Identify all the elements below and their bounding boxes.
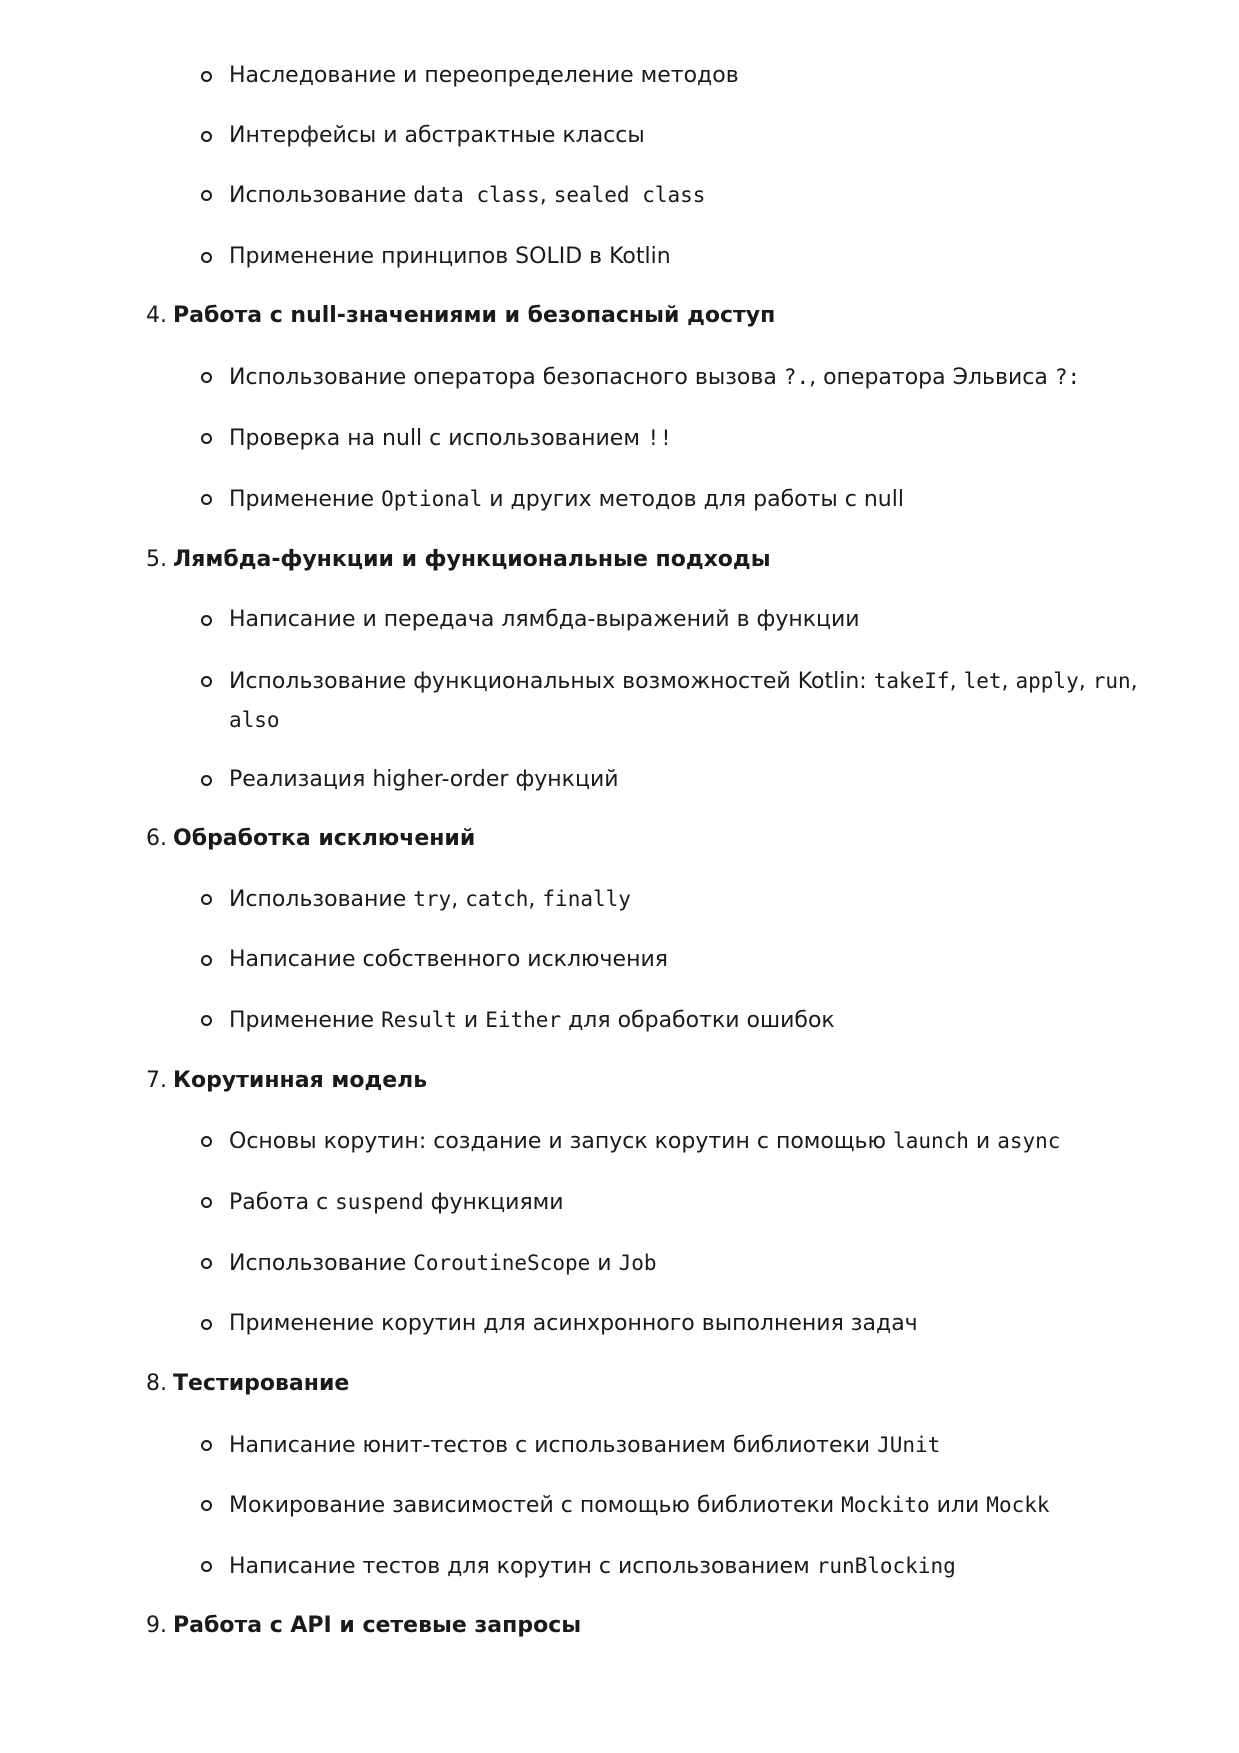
inline-code: runBlocking (816, 1554, 956, 1578)
text-run: функциями (423, 1190, 564, 1215)
list-item (229, 423, 672, 454)
section-heading (146, 301, 775, 331)
text-run: Написание юнит-тестов с использованием библиотеки (229, 1433, 878, 1458)
inline-code: !! (646, 426, 673, 450)
inline-code: takeIf (873, 669, 950, 693)
list-item (229, 362, 1080, 393)
text-run: Использование оператора безопасного вызова (229, 365, 784, 390)
inline-code: Result (381, 1008, 457, 1032)
text-run: Работа с (229, 1190, 336, 1215)
list-item (229, 1248, 657, 1279)
list-item (229, 180, 705, 211)
inline-code: Either (485, 1008, 562, 1032)
bullet-circle-icon (201, 372, 212, 383)
inline-code: async (997, 1129, 1061, 1153)
bullet-circle-icon (201, 676, 212, 687)
inline-code: Mockk (986, 1493, 1050, 1517)
section-title: Тестирование (173, 1371, 350, 1396)
bullet-circle-icon (201, 1319, 212, 1330)
text-run: , (949, 669, 964, 694)
text-run: Написание собственного исключения (229, 947, 668, 972)
section-heading (146, 1611, 581, 1641)
list-item (229, 1309, 918, 1339)
text-run: Проверка на null с использованием (229, 426, 647, 451)
section-title: Корутинная модель (173, 1068, 428, 1093)
inline-code: Mockito (841, 1493, 930, 1517)
bullet-circle-icon (201, 190, 212, 201)
text-run: Использование функциональных возможностей Kotlin: (229, 669, 874, 694)
bullet-circle-icon (201, 1440, 212, 1451)
bullet-circle-icon (201, 1197, 212, 1208)
text-run: Применение корутин для асинхронного выполнения задач (229, 1311, 918, 1336)
list-item (229, 1490, 1050, 1521)
list-item (229, 61, 739, 91)
text-run: Применение (229, 1008, 382, 1033)
list-item (229, 1126, 1060, 1157)
inline-code: try (413, 887, 452, 911)
section-number: 4. (146, 303, 167, 328)
bullet-circle-icon (201, 1015, 212, 1026)
inline-code: apply (1015, 669, 1079, 693)
section-heading (146, 824, 475, 854)
list-item (229, 484, 904, 515)
inline-code: launch (893, 1129, 969, 1153)
list-item (229, 242, 671, 272)
bullet-circle-icon (201, 955, 212, 966)
inline-code: also (229, 708, 280, 732)
text-run: Использование (229, 1251, 414, 1276)
text-run: Использование (229, 183, 414, 208)
list-item (229, 765, 619, 795)
inline-code: catch (465, 887, 529, 911)
text-run: , (539, 183, 554, 208)
section-title: Обработка исключений (173, 826, 476, 851)
section-title: Работа с API и сетевые запросы (173, 1613, 582, 1638)
section-title: Работа с null-значениями и безопасный доступ (173, 303, 776, 328)
list-item (229, 121, 645, 151)
section-number: 9. (146, 1613, 167, 1638)
inline-code: JUnit (877, 1433, 941, 1457)
section-number: 7. (146, 1068, 167, 1093)
text-run: и (590, 1251, 619, 1276)
inline-code: run (1092, 669, 1131, 693)
list-item (229, 1005, 835, 1036)
bullet-circle-icon (201, 71, 212, 82)
bullet-circle-icon (201, 131, 212, 142)
text-run: Основы корутин: создание и запуск корутин с помощью (229, 1129, 894, 1154)
text-run: Использование (229, 887, 414, 912)
list-item (229, 1551, 956, 1582)
text-run: , (1078, 669, 1093, 694)
inline-code: ?. (783, 365, 810, 389)
list-item-continuation (229, 705, 280, 735)
text-run: Мокирование зависимостей с помощью библиотеки (229, 1493, 842, 1518)
text-run: Реализация higher-order функций (229, 767, 619, 792)
text-run: Наследование и переопределение методов (229, 63, 739, 88)
section-title: Лямбда-функции и функциональные подходы (173, 547, 771, 572)
inline-code: Optional (381, 487, 483, 511)
text-run: для обработки ошибок (561, 1008, 835, 1033)
bullet-circle-icon (201, 615, 212, 626)
bullet-circle-icon (201, 433, 212, 444)
section-heading (146, 545, 771, 575)
inline-code: suspend (335, 1190, 424, 1214)
inline-code: finally (542, 887, 631, 911)
inline-code: Job (618, 1251, 657, 1275)
bullet-circle-icon (201, 1258, 212, 1269)
inline-code: data class (413, 183, 540, 207)
text-run: , оператора Эльвиса (809, 365, 1055, 390)
text-run: Применение (229, 487, 382, 512)
list-item (229, 1187, 564, 1218)
bullet-circle-icon (201, 1500, 212, 1511)
bullet-circle-icon (201, 894, 212, 905)
text-run: Применение принципов SOLID в Kotlin (229, 244, 671, 269)
section-number: 6. (146, 826, 167, 851)
bullet-circle-icon (201, 1561, 212, 1572)
bullet-circle-icon (201, 252, 212, 263)
text-run: , (1001, 669, 1016, 694)
section-number: 8. (146, 1371, 167, 1396)
list-item (229, 605, 860, 635)
text-run: , (451, 887, 466, 912)
section-heading (146, 1066, 427, 1096)
inline-code: ?: (1054, 365, 1081, 389)
bullet-circle-icon (201, 494, 212, 505)
text-run: Написание тестов для корутин с использованием (229, 1554, 817, 1579)
text-run: или (929, 1493, 987, 1518)
text-run: и (968, 1129, 998, 1154)
inline-code: sealed class (553, 183, 706, 207)
bullet-circle-icon (201, 1136, 212, 1147)
section-heading (146, 1369, 349, 1399)
list-item (229, 884, 631, 915)
text-run: Написание и передача лямбда-выражений в функции (229, 607, 860, 632)
list-item (229, 1430, 940, 1461)
inline-code: CoroutineScope (413, 1251, 591, 1275)
inline-code: let (963, 669, 1002, 693)
text-run: , (528, 887, 543, 912)
list-item (229, 666, 1138, 697)
bullet-circle-icon (201, 775, 212, 786)
section-number: 5. (146, 547, 167, 572)
text-run: и других методов для работы с null (482, 487, 904, 512)
text-run: и (456, 1008, 486, 1033)
list-item (229, 945, 668, 975)
text-run: , (1130, 669, 1138, 694)
text-run: Интерфейсы и абстрактные классы (229, 123, 645, 148)
